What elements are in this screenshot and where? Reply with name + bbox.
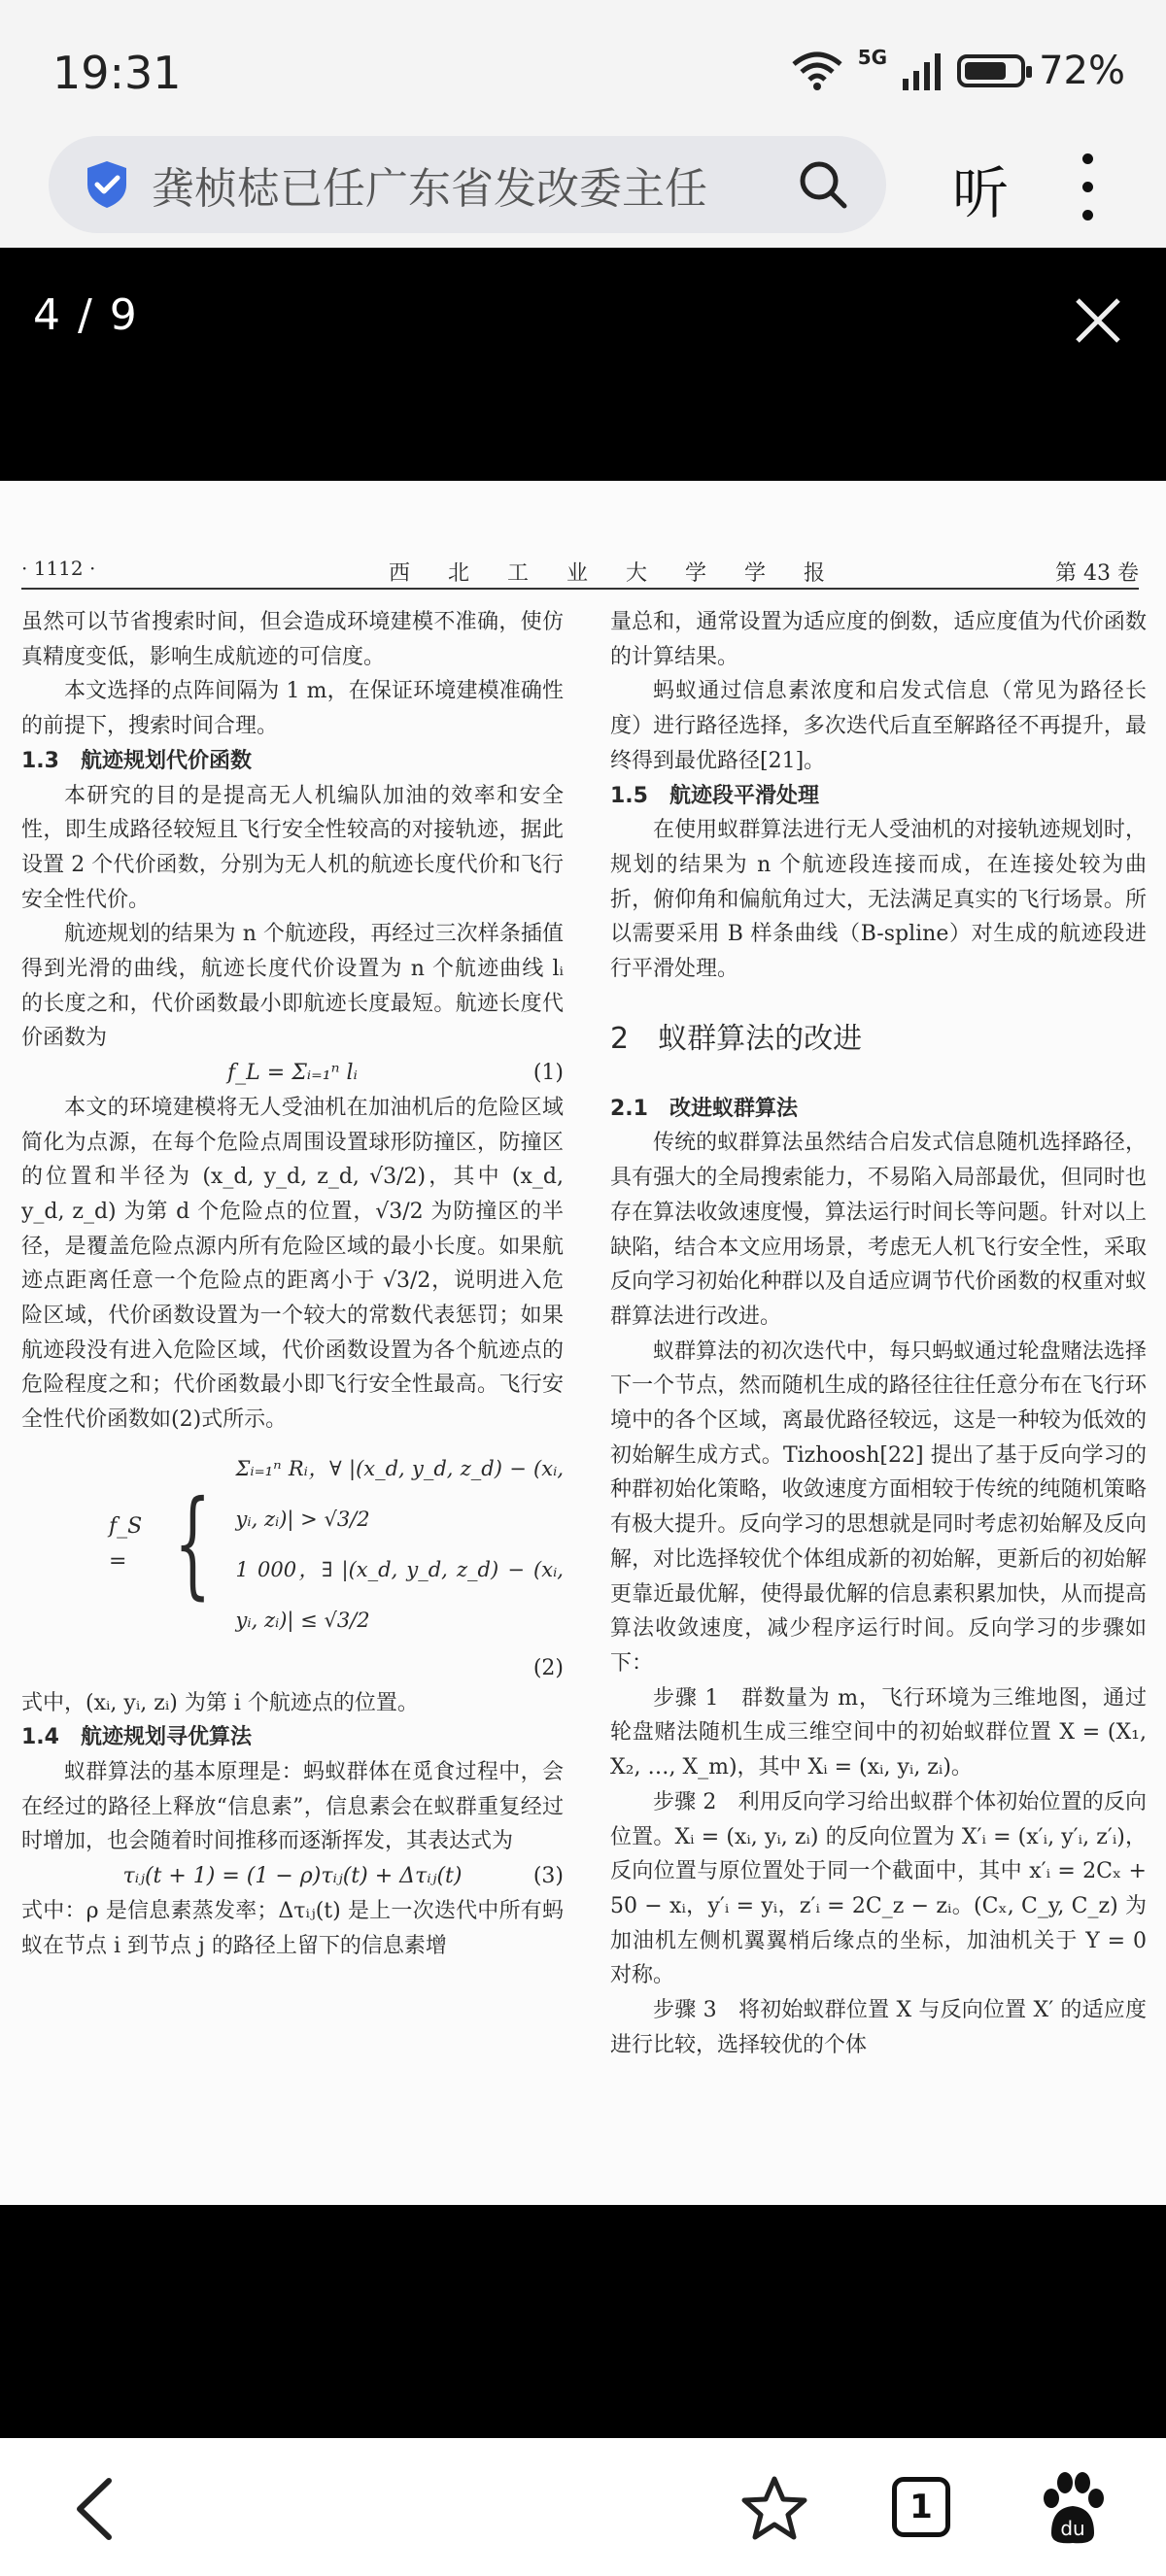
step-paragraph: 步骤 3 将初始蚁群位置 X 与反向位置 X′ 的适应度进行比较，选择较优的个体	[610, 1998, 1147, 2057]
star-icon[interactable]	[740, 2475, 808, 2543]
equation-number-row	[21, 1651, 564, 1686]
paragraph: 量总和，通常设置为适应度的倒数，适应度值为代价函数的计算结果。	[610, 610, 1147, 669]
search-query[interactable]: 龚桢梽已任广东省发改委主任	[152, 164, 707, 214]
status-time: 19:31	[52, 47, 182, 99]
search-icon[interactable]	[797, 158, 849, 211]
back-icon[interactable]	[70, 2475, 119, 2543]
equation-number: (2)	[532, 1655, 564, 1680]
status-bar	[0, 0, 1166, 126]
listen-button[interactable]: 听	[952, 160, 1010, 226]
close-icon[interactable]	[1074, 296, 1122, 345]
paragraph: 传统的蚁群算法虽然结合启发式信息随机选择路径，具有强大的全局搜索能力，不易陷入局部最优，但同时也存在算法收敛速度慢，算法运行时间长等问题。针对以上缺陷，结合本文应用场景，考虑无人机飞行安全性，采取反向学习初始化种群以及自适应调节代价函数的权重对蚁群算法进行改进。	[610, 1131, 1147, 1329]
paragraph: 蚁群算法的初次迭代中，每只蚂蚁通过轮盘赌法选择下一个节点，然而随机生成的路径往往任意分布在飞行环境中的各个区域，离最优路径较远，这是一种较为低效的初始解生成方式。Tizhoosh[22] 提出了基于反向学习的种群初始化策略，收敛速度方面相较于传统的纯随机策略有极大提升。反向学习的思想就是同时考虑初始解及反向解，对比选择较优个体组成新的初始解，更新后的初始解更靠近最优解，使得最优解的信息素积累加快，从而提高算法收敛速度，减少程序运行时间。反向学习的步骤如下：	[610, 1339, 1147, 1676]
signal-icon	[901, 51, 943, 90]
paragraph: 式中，(xᵢ, yᵢ, zᵢ) 为第 i 个航迹点的位置。	[21, 1690, 419, 1715]
left-column	[21, 605, 564, 1963]
image-viewer-bottom	[0, 2205, 1166, 2438]
equation-1	[21, 1056, 564, 1091]
more-menu-icon[interactable]	[1082, 153, 1094, 221]
equation-text: f_L = Σᵢ₌₁ⁿ lᵢ	[227, 1061, 358, 1086]
paragraph: 在使用蚁群算法进行无人受油机的对接轨迹规划时，规划的结果为 n 个航迹段连接而成，在连接处较为曲折，俯仰角和偏航角过大，无法满足真实的飞行场景。所以需要采用 B 样条曲线（B-spline）对生成的航迹段进行平滑处理。	[610, 818, 1147, 982]
bottom-nav	[0, 2438, 1166, 2576]
image-viewer-top	[0, 248, 1166, 481]
paragraph: 航迹规划的结果为 n 个航迹段，再经过三次样条插值得到光滑的曲线，航迹长度代价设置为 n 个航迹曲线 lᵢ 的长度之和，代价函数最小即航迹长度最短。航迹长度代价函数为	[21, 922, 564, 1051]
equation-case: Σᵢ₌₁ⁿ Rᵢ，∀ |(x_d, y_d, z_d) − (xᵢ, yᵢ, zᵢ)| > √3/2	[235, 1456, 564, 1531]
browser-header	[0, 126, 1166, 248]
equation-cases	[236, 1443, 565, 1645]
equation-number: (1)	[532, 1061, 564, 1086]
paragraph: 蚂蚁通过信息素浓度和启发式信息（常见为路径长度）进行路径选择，多次迭代后直至解路径不再提升，最终得到最优路径[21]。	[610, 679, 1147, 773]
search-bar[interactable]	[49, 136, 886, 233]
equation-label: f_S =	[109, 1514, 143, 1574]
section-heading: 1.3 航迹规划代价函数	[21, 748, 252, 773]
step-paragraph: 步骤 1 群数量为 m，飞行环境为三维地图，通过轮盘赌法随机生成三维空间中的初始蚁群位置 X = (X₁, X₂, …, X_m)，其中 Xᵢ = (xᵢ, yᵢ, zᵢ)。	[610, 1685, 1147, 1780]
paragraph: 本文的环境建模将无人受油机在加油机后的危险区域简化为点源，在每个危险点周围设置球形防撞区，防撞区的位置和半径为 (x_d, y_d, z_d, √3/2)，其中 (x_d, y_d, z_d) 为第 d 个危险点的位置，√3/2 为防撞区的半径，是覆盖危险点源内所有危险区域的最小长度。如果航迹点距离任意一个危险点的距离小于 √3/2，说明进入危险区域，代价函数设置为一个较大的常数代表惩罚；如果航迹段没有进入危险区域，代价函数设置为各个航迹点的危险程度之和；代价函数最小即飞行安全性最高。飞行安全性代价函数如(2)式所示。	[21, 1095, 564, 1433]
running-head	[21, 557, 1139, 590]
paragraph: 式中：ρ 是信息素蒸发率；Δτᵢⱼ(t) 是上一次迭代中所有蚂蚁在节点 i 到节点 j 的路径上留下的信息素增	[21, 1898, 564, 1958]
equation-3	[21, 1859, 564, 1894]
doc-page-number: · 1112 ·	[21, 557, 96, 580]
document-image[interactable]	[0, 481, 1166, 2205]
paragraph: 蚁群算法的基本原理是：蚂蚁群体在觅食过程中，会在经过的路径上释放“信息素”，信息素会在蚁群重复经过时增加，也会随着时间推移而逐渐挥发，其表达式为	[21, 1759, 564, 1854]
svg-text:du: du	[1060, 2517, 1085, 2540]
equation-2	[109, 1443, 564, 1645]
equation-text: τᵢⱼ(t + 1) = (1 − ρ)τᵢⱼ(t) + Δτᵢⱼ(t)	[122, 1864, 463, 1889]
journal-volume: 第 43 卷	[1055, 561, 1139, 586]
paragraph: 本文选择的点阵间隔为 1 m，在保证环境建模准确性的前提下，搜索时间合理。	[21, 679, 564, 739]
section-heading: 1.5 航迹段平滑处理	[610, 783, 819, 808]
baidu-paw-icon[interactable]	[1038, 2469, 1108, 2547]
chapter-heading: 2 蚁群算法的改进	[610, 1021, 863, 1056]
journal-name: 西 北 工 业 大 学 学 报	[389, 561, 840, 586]
battery-percent: 72%	[1039, 49, 1125, 93]
section-heading: 1.4 航迹规划寻优算法	[21, 1725, 252, 1750]
paragraph: 虽然可以节省搜索时间，但会造成环境建模不准确，使仿真精度变低，影响生成航迹的可信度。	[21, 610, 564, 669]
status-indicators	[790, 46, 1125, 93]
equation-case: 1 000，∃ |(x_d, y_d, z_d) − (xᵢ, yᵢ, zᵢ)| ≤ √3/2	[235, 1557, 564, 1632]
brace-symbol: {	[174, 1475, 212, 1611]
shield-check-icon	[84, 159, 130, 210]
battery-icon	[957, 54, 1025, 87]
step-paragraph: 步骤 2 利用反向学习给出蚁群个体初始位置的反向位置。Xᵢ = (xᵢ, yᵢ, zᵢ) 的反向位置为 X′ᵢ = (x′ᵢ, y′ᵢ, z′ᵢ)，反向位置与原位置处于同一个截面中，其中 x′ᵢ = 2Cₓ + 50 − xᵢ，y′ᵢ = yᵢ，z′ᵢ = 2C_z − zᵢ。(Cₓ, C_y, C_z) 为加油机左侧机翼翼梢后缘点的坐标，加油机关于 Y = 0 对称。	[610, 1789, 1147, 1988]
wifi-icon	[790, 51, 844, 91]
equation-number: (3)	[532, 1864, 564, 1889]
page-counter: 4 / 9	[33, 290, 139, 340]
paragraph: 本研究的目的是提高无人机编队加油的效率和安全性，即生成路径较短且飞行安全性较高的对接轨迹，据此设置 2 个代价函数，分别为无人机的航迹长度代价和飞行安全性代价。	[21, 783, 564, 912]
section-heading: 2.1 改进蚁群算法	[610, 1096, 798, 1121]
right-column	[610, 605, 1147, 2062]
network-type: 5G	[857, 46, 888, 69]
tabs-button[interactable]: 1	[892, 2477, 950, 2537]
